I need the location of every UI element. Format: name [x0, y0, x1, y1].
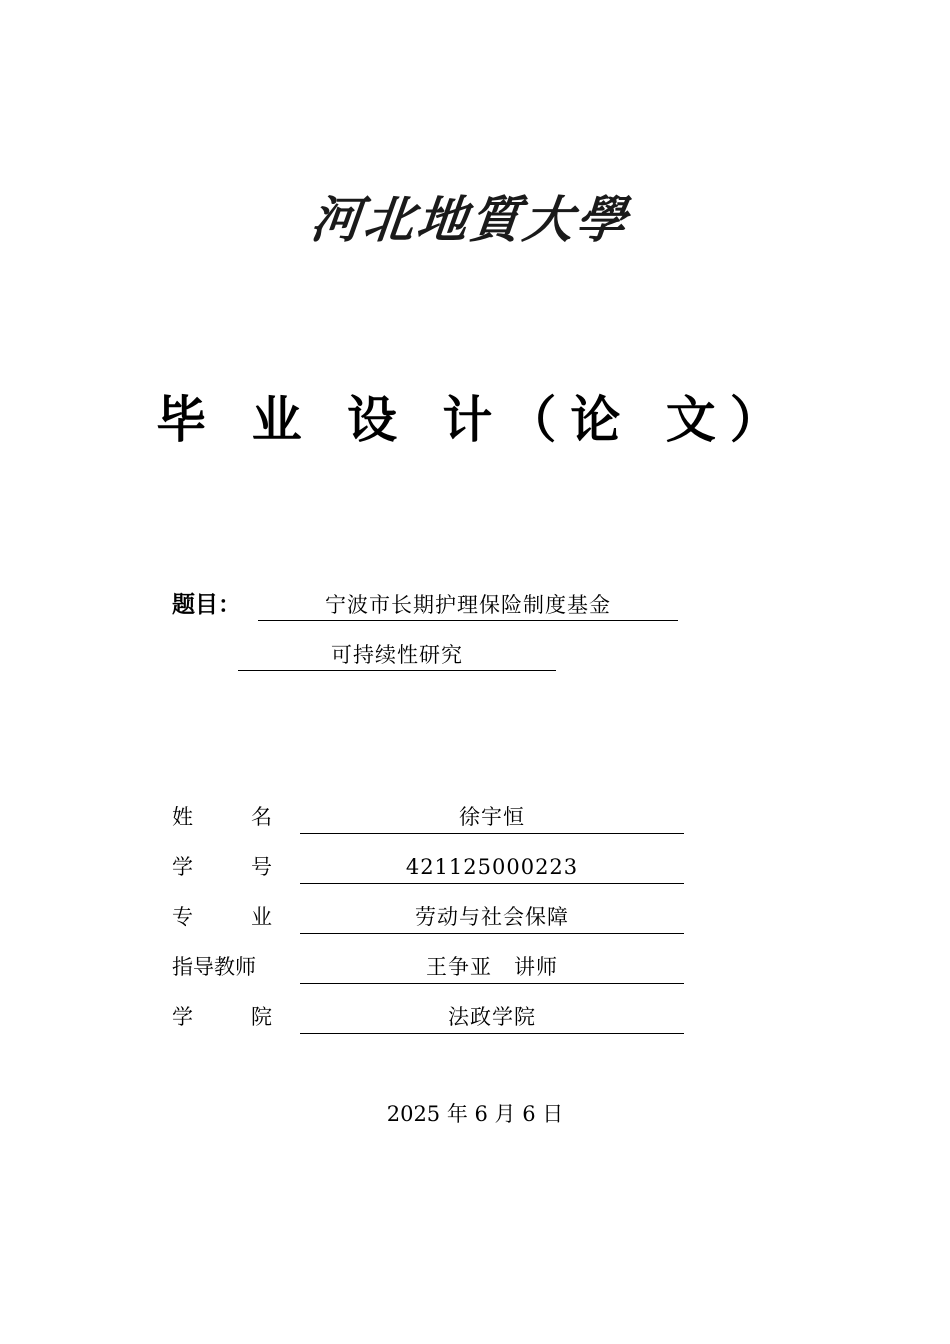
college-label-char-1: 学 — [172, 1005, 193, 1029]
name-value: 徐宇恒 — [300, 801, 684, 834]
student-id-label-char-2: 号 — [251, 855, 272, 879]
college-row — [172, 1001, 684, 1035]
advisor-label: 指导教师 — [172, 955, 256, 979]
student-id-row — [172, 851, 684, 885]
page-title: 毕 业 设 计（论 文） — [156, 391, 794, 449]
college-label-char-2: 院 — [251, 1005, 272, 1029]
name-row — [172, 801, 684, 835]
university-logo: 河北地質大學 — [307, 190, 633, 249]
topic-line-2: 可持续性研究 — [238, 640, 556, 671]
name-label-char-2: 名 — [251, 805, 272, 829]
student-id-label — [172, 851, 272, 883]
advisor-value: 王争亚 讲师 — [300, 951, 684, 984]
submission-date: 2025 年 6 月 6 日 — [386, 1102, 564, 1126]
college-label — [172, 1001, 272, 1033]
name-label-char-1: 姓 — [172, 805, 193, 829]
student-id-value: 421125000223 — [300, 851, 684, 884]
topic-line-1: 宁波市长期护理保险制度基金 — [258, 590, 678, 621]
major-label-char-1: 专 — [172, 905, 193, 929]
name-label — [172, 801, 272, 833]
major-value: 劳动与社会保障 — [300, 901, 684, 934]
advisor-row — [172, 951, 684, 985]
major-label-char-2: 业 — [251, 905, 272, 929]
major-row — [172, 901, 684, 935]
topic-label: 题目： — [172, 592, 241, 618]
college-value: 法政学院 — [300, 1001, 684, 1034]
major-label — [172, 901, 272, 933]
student-id-label-char-1: 学 — [172, 855, 193, 879]
